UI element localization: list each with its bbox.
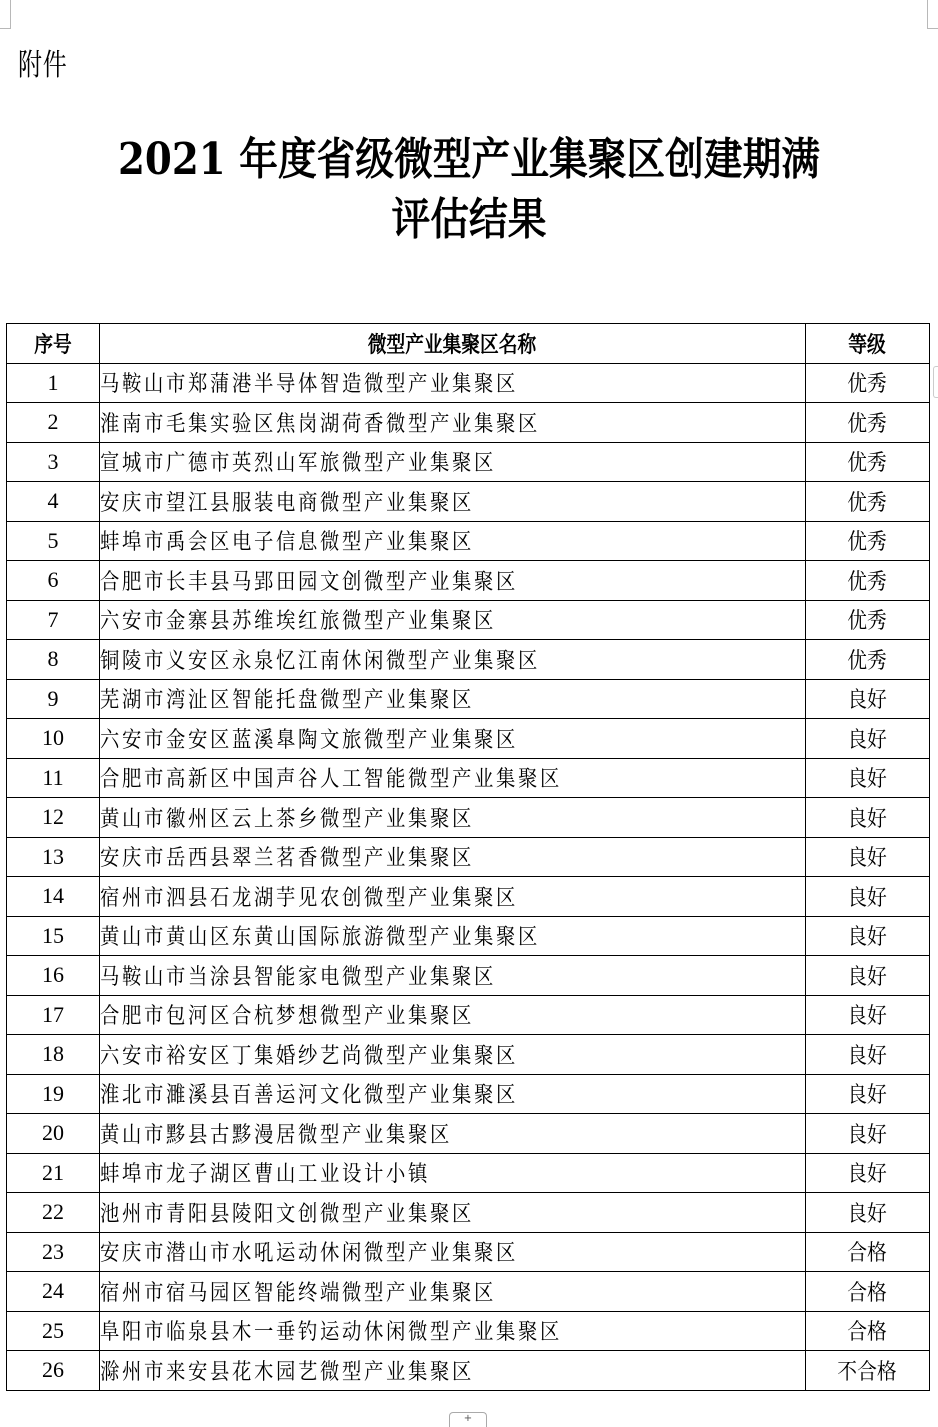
row-grade: 合格: [806, 1232, 930, 1272]
row-index: 4: [7, 482, 100, 522]
table-row: [7, 1074, 930, 1114]
row-grade: 良好: [806, 1074, 930, 1114]
row-index: 26: [7, 1351, 100, 1391]
header-name: 微型产业集聚区名称: [100, 324, 806, 364]
row-cluster-name: 池州市青阳县陵阳文创微型产业集聚区: [100, 1193, 806, 1233]
row-index: 7: [7, 600, 100, 640]
row-cluster-name: 马鞍山市郑蒲港半导体智造微型产业集聚区: [100, 363, 806, 403]
table-row: [7, 640, 930, 680]
row-cluster-name: 蚌埠市龙子湖区曹山工业设计小镇: [100, 1153, 806, 1193]
row-index: 1: [7, 363, 100, 403]
row-cluster-name: 合肥市长丰县马郢田园文创微型产业集聚区: [100, 561, 806, 601]
row-index: 19: [7, 1074, 100, 1114]
row-grade: 良好: [806, 916, 930, 956]
row-grade: 良好: [806, 877, 930, 917]
row-grade: 优秀: [806, 442, 930, 482]
table-row: [7, 1232, 930, 1272]
row-index: 9: [7, 679, 100, 719]
row-grade: 良好: [806, 995, 930, 1035]
row-index: 16: [7, 956, 100, 996]
row-grade: 优秀: [806, 600, 930, 640]
page-corner-mark-left: [0, 0, 11, 29]
row-grade: 合格: [806, 1311, 930, 1351]
row-grade: 不合格: [806, 1351, 930, 1391]
table-row: [7, 995, 930, 1035]
row-cluster-name: 滁州市来安县花木园艺微型产业集聚区: [100, 1351, 806, 1391]
row-cluster-name: 合肥市包河区合杭梦想微型产业集聚区: [100, 995, 806, 1035]
row-grade: 优秀: [806, 561, 930, 601]
row-grade: 合格: [806, 1272, 930, 1312]
row-grade: 良好: [806, 1035, 930, 1075]
row-cluster-name: 安庆市望江县服装电商微型产业集聚区: [100, 482, 806, 522]
row-index: 15: [7, 916, 100, 956]
page-corner-mark-right: [927, 0, 938, 29]
table-row: [7, 600, 930, 640]
row-index: 13: [7, 837, 100, 877]
row-grade: 优秀: [806, 521, 930, 561]
row-index: 17: [7, 995, 100, 1035]
row-grade: 良好: [806, 679, 930, 719]
attachment-label: 附件: [18, 48, 68, 83]
row-grade: 良好: [806, 956, 930, 996]
table-row: [7, 758, 930, 798]
header-grade: 等级: [806, 324, 930, 364]
row-grade: 优秀: [806, 640, 930, 680]
row-grade: 良好: [806, 798, 930, 838]
row-grade: 良好: [806, 719, 930, 759]
row-index: 20: [7, 1114, 100, 1154]
table-row: [7, 1035, 930, 1075]
row-index: 22: [7, 1193, 100, 1233]
title-line-2: 评估结果: [391, 194, 547, 245]
row-index: 6: [7, 561, 100, 601]
table-header-row: [7, 324, 930, 364]
table-row: [7, 1114, 930, 1154]
row-grade: 优秀: [806, 482, 930, 522]
table-row: [7, 1311, 930, 1351]
row-grade: 优秀: [806, 363, 930, 403]
table-row: [7, 877, 930, 917]
table-row: [7, 363, 930, 403]
row-cluster-name: 黄山市黄山区东黄山国际旅游微型产业集聚区: [100, 916, 806, 956]
table-row: [7, 1193, 930, 1233]
row-cluster-name: 阜阳市临泉县木一垂钓运动休闲微型产业集聚区: [100, 1311, 806, 1351]
row-cluster-name: 淮南市毛集实验区焦岗湖荷香微型产业集聚区: [100, 403, 806, 443]
table-row: [7, 1272, 930, 1312]
row-index: 24: [7, 1272, 100, 1312]
row-index: 21: [7, 1153, 100, 1193]
row-index: 3: [7, 442, 100, 482]
row-index: 14: [7, 877, 100, 917]
row-grade: 良好: [806, 758, 930, 798]
results-table: [6, 323, 930, 1391]
row-grade: 良好: [806, 1114, 930, 1154]
table-row: [7, 521, 930, 561]
row-cluster-name: 宿州市宿马园区智能终端微型产业集聚区: [100, 1272, 806, 1312]
table-row: [7, 837, 930, 877]
row-cluster-name: 安庆市潜山市水吼运动休闲微型产业集聚区: [100, 1232, 806, 1272]
row-cluster-name: 宣城市广德市英烈山军旅微型产业集聚区: [100, 442, 806, 482]
row-grade: 良好: [806, 1193, 930, 1233]
row-cluster-name: 六安市金安区蓝溪臯陶文旅微型产业集聚区: [100, 719, 806, 759]
row-cluster-name: 铜陵市义安区永泉忆江南休闲微型产业集聚区: [100, 640, 806, 680]
add-page-button[interactable]: +: [449, 1412, 487, 1427]
row-index: 18: [7, 1035, 100, 1075]
table-row: [7, 719, 930, 759]
table-row: [7, 442, 930, 482]
row-index: 25: [7, 1311, 100, 1351]
row-cluster-name: 六安市裕安区丁集婚纱艺尚微型产业集聚区: [100, 1035, 806, 1075]
row-index: 11: [7, 758, 100, 798]
row-grade: 优秀: [806, 403, 930, 443]
table-row: [7, 916, 930, 956]
row-cluster-name: 马鞍山市当涂县智能家电微型产业集聚区: [100, 956, 806, 996]
table-row: [7, 561, 930, 601]
row-cluster-name: 宿州市泗县石龙湖芋见农创微型产业集聚区: [100, 877, 806, 917]
table-row: [7, 798, 930, 838]
row-index: 5: [7, 521, 100, 561]
row-cluster-name: 安庆市岳西县翠兰茗香微型产业集聚区: [100, 837, 806, 877]
table-row: [7, 1351, 930, 1391]
scroll-marker[interactable]: [933, 366, 938, 398]
row-cluster-name: 黄山市徽州区云上茶乡微型产业集聚区: [100, 798, 806, 838]
table-row: [7, 679, 930, 719]
row-cluster-name: 芜湖市湾沚区智能托盘微型产业集聚区: [100, 679, 806, 719]
row-cluster-name: 淮北市濉溪县百善运河文化微型产业集聚区: [100, 1074, 806, 1114]
row-index: 10: [7, 719, 100, 759]
row-index: 23: [7, 1232, 100, 1272]
row-index: 8: [7, 640, 100, 680]
row-grade: 良好: [806, 837, 930, 877]
header-index: 序号: [7, 324, 100, 364]
table-row: [7, 482, 930, 522]
row-cluster-name: 黄山市黟县古黟漫居微型产业集聚区: [100, 1114, 806, 1154]
table-row: [7, 956, 930, 996]
row-grade: 良好: [806, 1153, 930, 1193]
table-row: [7, 1153, 930, 1193]
row-index: 2: [7, 403, 100, 443]
row-cluster-name: 合肥市高新区中国声谷人工智能微型产业集聚区: [100, 758, 806, 798]
row-index: 12: [7, 798, 100, 838]
document-title: [0, 130, 938, 250]
row-cluster-name: 蚌埠市禹会区电子信息微型产业集聚区: [100, 521, 806, 561]
title-line-1: 2021 年度省级微型产业集聚区创建期满: [117, 134, 821, 185]
table-row: [7, 403, 930, 443]
row-cluster-name: 六安市金寨县苏维埃红旅微型产业集聚区: [100, 600, 806, 640]
